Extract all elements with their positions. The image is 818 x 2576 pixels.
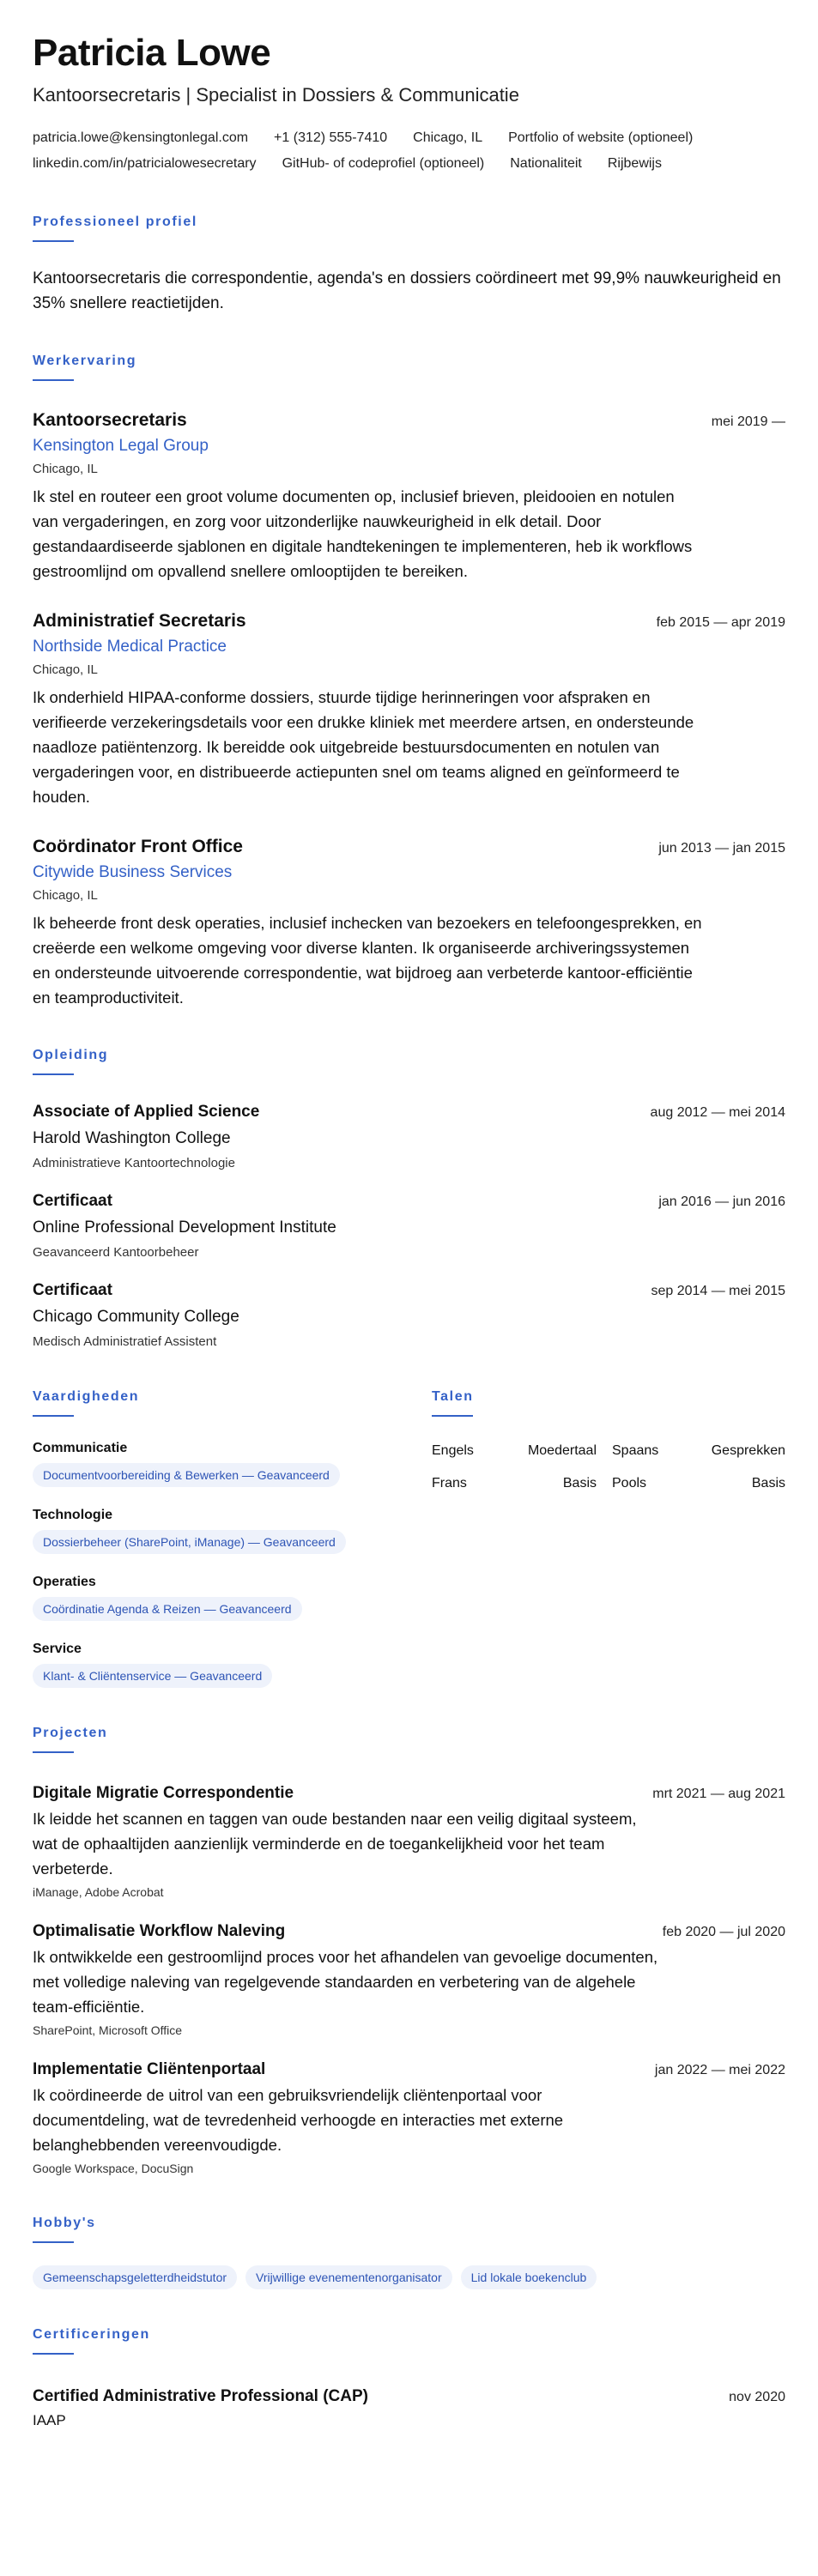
education-section xyxy=(33,1046,785,1351)
contact-location: Chicago, IL xyxy=(413,130,483,145)
certifications-section xyxy=(33,2325,785,2432)
language-list xyxy=(432,1439,785,1496)
project-description: Ik coördineerde de uitrol van een gebruiksvriendelijk cliëntenportaal voor documentdeling, wat de tevredenheid verhoogde en interacties met externe belanghebbenden vereenvoudigde. xyxy=(33,2086,564,2154)
language-item xyxy=(432,1439,612,1463)
skill-group xyxy=(33,1640,432,1688)
school-name: Online Professional Development Institute xyxy=(33,1218,336,1237)
section-divider xyxy=(33,1415,74,1417)
skill-pill: Coördinatie Agenda & Reizen — Geavanceerd xyxy=(33,1597,302,1621)
section-divider xyxy=(432,1415,473,1417)
skill-category: Communicatie xyxy=(33,1441,128,1455)
experience-entry xyxy=(33,835,785,1010)
section-title: Professioneel profiel xyxy=(33,215,197,229)
job-description: Ik stel en routeer een groot volume documenten op, inclusief brieven, pleidooien en notulen van vergaderingen, en zorg voor uitzonderlijke nauwkeurigheid in elk detail. Door gestandaardiseerde sjablonen en digitale handtekeningen te implementeren, heb ik workflows gestroomlijnd om opvallend snellere omlooptijden te bereiken. xyxy=(33,487,693,580)
education-date: aug 2012 — mei 2014 xyxy=(650,1105,785,1120)
job-title: Coördinator Front Office xyxy=(33,837,243,856)
project-description: Ik leidde het scannen en taggen van oude bestanden naar een veilig digitaal systeem, wat de ophaaltijden aanzienlijk verminderde en de toegankelijkheid voor het team verbeterde. xyxy=(33,1810,637,1878)
field-of-study: Medisch Administratief Assistent xyxy=(33,1334,217,1349)
field-of-study: Administratieve Kantoortechnologie xyxy=(33,1156,235,1170)
project-date: feb 2020 — jul 2020 xyxy=(662,1925,785,1939)
education-entry xyxy=(33,1101,785,1173)
job-location: Chicago, IL xyxy=(33,662,98,677)
skill-category: Service xyxy=(33,1642,82,1656)
hobby-pill: Gemeenschapsgeletterdheidstutor xyxy=(33,2265,237,2289)
skill-category: Technologie xyxy=(33,1508,113,1522)
job-date: feb 2015 — apr 2019 xyxy=(656,615,785,630)
hobbies-section xyxy=(33,2214,785,2289)
school-name: Chicago Community College xyxy=(33,1308,239,1326)
hobby-list xyxy=(33,2265,785,2289)
degree: Certificaat xyxy=(33,1192,112,1210)
contact-drivers-license: Rijbewijs xyxy=(607,156,662,171)
section-title: Certificeringen xyxy=(33,2327,150,2342)
project-entry xyxy=(33,2059,785,2178)
section-title: Werkervaring xyxy=(33,354,137,368)
section-divider xyxy=(33,1073,74,1075)
candidate-headline: Kantoorsecretaris | Specialist in Dossiers & Communicatie xyxy=(33,84,519,106)
language-level: Basis xyxy=(751,1476,785,1491)
certification-name: Certified Administrative Professional (CAP) xyxy=(33,2387,368,2405)
language-item xyxy=(432,1472,612,1496)
job-date: jun 2013 — jan 2015 xyxy=(658,841,785,856)
company-name: Kensington Legal Group xyxy=(33,437,209,455)
project-tech: iManage, Adobe Acrobat xyxy=(33,1885,164,1899)
degree: Certificaat xyxy=(33,1281,112,1299)
degree: Associate of Applied Science xyxy=(33,1103,260,1121)
certification-date: nov 2020 xyxy=(729,2390,785,2404)
language-name: Engels xyxy=(432,1443,474,1458)
job-title: Administratief Secretaris xyxy=(33,611,246,631)
profile-summary: Kantoorsecretaris die correspondentie, agenda's en dossiers coördineert met 99,9% nauwkeurigheid en 35% snellere reactietijden. xyxy=(33,269,781,312)
languages-section xyxy=(432,1388,785,1688)
section-title: Projecten xyxy=(33,1726,108,1740)
project-tech: SharePoint, Microsoft Office xyxy=(33,2023,183,2037)
contact-phone[interactable]: +1 (312) 555-7410 xyxy=(274,130,388,145)
job-title: Kantoorsecretaris xyxy=(33,410,187,430)
contact-list xyxy=(33,125,785,177)
experience-entry xyxy=(33,408,785,584)
hobby-pill: Vrijwillige evenementenorganisator xyxy=(245,2265,452,2289)
skill-pill: Dossierbeheer (SharePoint, iManage) — Geavanceerd xyxy=(33,1530,346,1554)
skill-group xyxy=(33,1573,432,1621)
hobby-pill: Lid lokale boekenclub xyxy=(461,2265,597,2289)
project-description: Ik ontwikkelde een gestroomlijnd proces voor het afhandelen van gevoelige documenten, met volledige naleving van regelgevende standaarden en verbetering van de algehele team-efficiëntie. xyxy=(33,1948,658,2016)
field-of-study: Geavanceerd Kantoorbeheer xyxy=(33,1245,199,1260)
project-name: Implementatie Cliëntenportaal xyxy=(33,2060,266,2078)
job-description: Ik onderhield HIPAA-conforme dossiers, stuurde tijdige herinneringen voor afspraken en verifieerde verzekeringsdetails voor een drukke kliniek met meerdere artsen, en ondersteunde naadloze patiëntenzorg. Ik bereidde ook uitgebreide bestuursdocumenten en notulen van vergaderingen voor, en distribueerde actiepunten snel om teams aligned en geïnformeerd te houden. xyxy=(33,688,694,806)
project-entry xyxy=(33,1782,785,1902)
contact-portfolio[interactable]: Portfolio of website (optioneel) xyxy=(508,130,694,145)
skill-pill: Documentvoorbereiding & Bewerken — Geavanceerd xyxy=(33,1463,340,1487)
skill-group xyxy=(33,1439,432,1487)
school-name: Harold Washington College xyxy=(33,1129,231,1147)
contact-email[interactable]: patricia.lowe@kensingtonlegal.com xyxy=(33,130,249,145)
project-name: Optimalisatie Workflow Naleving xyxy=(33,1922,286,1940)
profile-section xyxy=(33,213,785,316)
certification-entry xyxy=(33,2386,785,2432)
project-date: mrt 2021 — aug 2021 xyxy=(652,1787,785,1801)
language-item xyxy=(612,1439,785,1463)
resume-header xyxy=(33,31,785,177)
education-date: jan 2016 — jun 2016 xyxy=(658,1194,785,1209)
section-title: Hobby's xyxy=(33,2216,96,2230)
education-entry xyxy=(33,1190,785,1262)
skill-category: Operaties xyxy=(33,1575,96,1589)
project-entry xyxy=(33,1920,785,2040)
education-date: sep 2014 — mei 2015 xyxy=(651,1284,785,1298)
language-level: Moedertaal xyxy=(527,1443,597,1458)
section-divider xyxy=(33,240,74,242)
candidate-name: Patricia Lowe xyxy=(33,32,271,74)
experience-entry xyxy=(33,609,785,809)
section-divider xyxy=(33,2241,74,2243)
projects-section xyxy=(33,1724,785,2178)
company-name: Citywide Business Services xyxy=(33,863,233,881)
contact-linkedin[interactable]: linkedin.com/in/patricialowesecretary xyxy=(33,156,257,171)
section-title: Vaardigheden xyxy=(33,1389,140,1404)
language-name: Spaans xyxy=(612,1443,659,1458)
project-tech: Google Workspace, DocuSign xyxy=(33,2162,194,2175)
job-location: Chicago, IL xyxy=(33,462,98,476)
job-date: mei 2019 — xyxy=(711,414,785,429)
section-divider xyxy=(33,1751,74,1753)
section-title: Opleiding xyxy=(33,1048,109,1062)
section-title: Talen xyxy=(432,1389,474,1404)
job-location: Chicago, IL xyxy=(33,888,98,903)
skill-group xyxy=(33,1506,432,1554)
skill-pill: Klant- & Cliëntenservice — Geavanceerd xyxy=(33,1664,272,1688)
project-date: jan 2022 — mei 2022 xyxy=(654,2063,785,2077)
contact-nationality: Nationaliteit xyxy=(510,156,582,171)
job-description: Ik beheerde front desk operaties, inclusief inchecken van bezoekers en telefoongesprekken, en creëerde een welkome omgeving voor diverse klanten. Ik organiseerde archiveringssystemen en ondersteunde uitvoerende correspondentie, wat bijdroeg aan verbeterde kantoor-efficiëntie en teamproductiviteit. xyxy=(33,914,702,1007)
skills-languages-row xyxy=(33,1388,785,1688)
project-name: Digitale Migratie Correspondentie xyxy=(33,1784,294,1802)
section-divider xyxy=(33,2353,74,2355)
language-level: Basis xyxy=(562,1476,597,1491)
skills-section xyxy=(33,1388,432,1688)
language-item xyxy=(612,1472,785,1496)
language-name: Frans xyxy=(432,1476,467,1491)
language-level: Gesprekken xyxy=(711,1443,785,1458)
certification-issuer: IAAP xyxy=(33,2412,66,2428)
contact-github[interactable]: GitHub- of codeprofiel (optioneel) xyxy=(282,156,485,171)
section-divider xyxy=(33,379,74,381)
experience-section xyxy=(33,352,785,1010)
education-entry xyxy=(33,1279,785,1351)
company-name: Northside Medical Practice xyxy=(33,638,227,656)
language-name: Pools xyxy=(612,1476,647,1491)
